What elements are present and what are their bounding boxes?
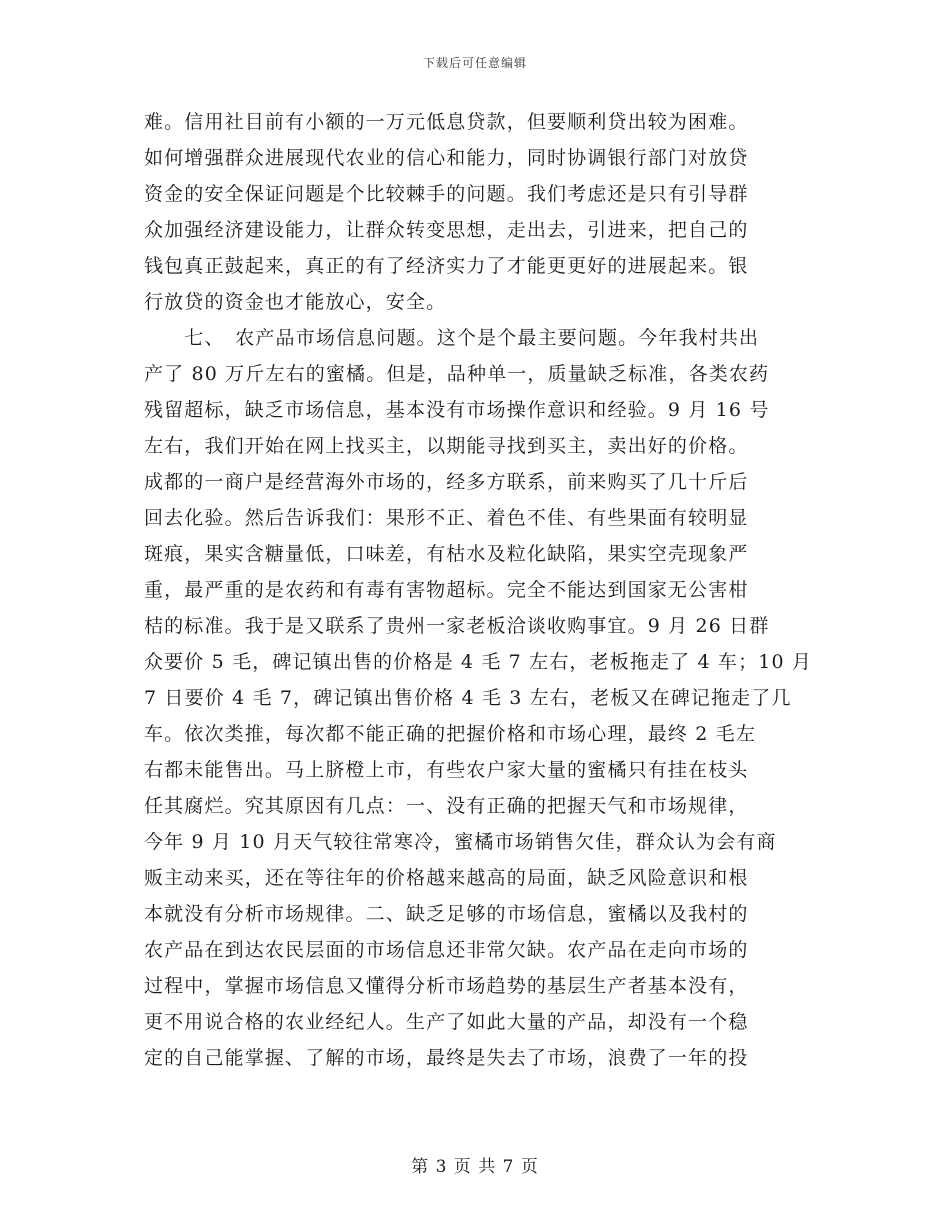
text-line: 左右，我们开始在网上找买主，以期能寻找到买主，卖出好的价格。 <box>144 435 749 457</box>
text-line: 产了 80 万斤左右的蜜橘。但是，品种单一，质量缺乏标准，各类农药 <box>144 363 770 385</box>
text-line: 任其腐烂。究其原因有几点：一、没有正确的把握天气和市场规律， <box>144 795 749 817</box>
text-line: 资金的安全保证问题是个比较棘手的问题。我们考虑还是只有引导群 <box>144 183 749 205</box>
text-line: 7 日要价 4 毛 7，碑记镇出售价格 4 毛 3 左右，老板又在碑记拖走了几 <box>144 687 792 709</box>
text-line: 难。信用社目前有小额的一万元低息贷款，但要顺利贷出较为困难。 <box>144 111 749 133</box>
text-line: 桔的标准。我于是又联系了贵州一家老板洽谈收购事宜。9 月 26 日群 <box>144 615 770 637</box>
text-line: 残留超标，缺乏市场信息，基本没有市场操作意识和经验。9 月 16 号 <box>144 399 770 421</box>
text-line: 本就没有分析市场规律。二、缺乏足够的市场信息，蜜橘以及我村的 <box>144 903 749 925</box>
text-line: 回去化验。然后告诉我们：果形不正、着色不佳、有些果面有较明显 <box>144 507 749 529</box>
text-line: 如何增强群众进展现代农业的信心和能力，同时协调银行部门对放贷 <box>144 147 749 169</box>
text-line: 行放贷的资金也才能放心，安全。 <box>144 291 447 313</box>
text-line: 七、 农产品市场信息问题。这个是个最主要问题。今年我村共出 <box>144 327 760 349</box>
text-line: 今年 9 月 10 月天气较往常寒冷，蜜橘市场销售欠佳，群众认为会有商 <box>144 831 777 853</box>
text-line: 众加强经济建设能力，让群众转变思想，走出去，引进来，把自己的 <box>144 219 749 241</box>
text-line: 贩主动来买，还在等往年的价格越来越高的局面，缺乏风险意识和根 <box>144 867 749 889</box>
text-line: 车。依次类推，每次都不能正确的把握价格和市场心理，最终 2 毛左 <box>144 723 756 745</box>
text-line: 定的自己能掌握、了解的市场，最终是失去了市场，浪费了一年的投 <box>144 1047 749 1069</box>
text-line: 更不用说合格的农业经纪人。生产了如此大量的产品，却没有一个稳 <box>144 1011 749 1033</box>
text-line: 农产品在到达农民层面的市场信息还非常欠缺。农产品在走向市场的 <box>144 939 749 961</box>
text-line: 右都未能售出。马上脐橙上市，有些农户家大量的蜜橘只有挂在枝头 <box>144 759 749 781</box>
text-line: 过程中，掌握市场信息又懂得分析市场趋势的基层生产者基本没有， <box>144 975 749 997</box>
text-line: 钱包真正鼓起来，真正的有了经济实力了才能更更好的进展起来。银 <box>144 255 749 277</box>
text-line: 斑痕，果实含糖量低，口味差，有枯水及粒化缺陷，果实空壳现象严 <box>144 543 749 565</box>
text-line: 重，最严重的是农药和有毒有害物超标。完全不能达到国家无公害柑 <box>144 579 749 601</box>
page-header: 下载后可任意编辑 <box>422 56 527 70</box>
document-body <box>144 104 813 1076</box>
text-line: 成都的一商户是经营海外市场的，经多方联系，前来购买了几十斤后 <box>144 471 749 493</box>
text-line: 众要价 5 毛，碑记镇出售的价格是 4 毛 7 左右，老板拖走了 4 车；10 月 <box>144 651 813 673</box>
page-number: 第 3 页 共 7 页 <box>411 1157 539 1177</box>
